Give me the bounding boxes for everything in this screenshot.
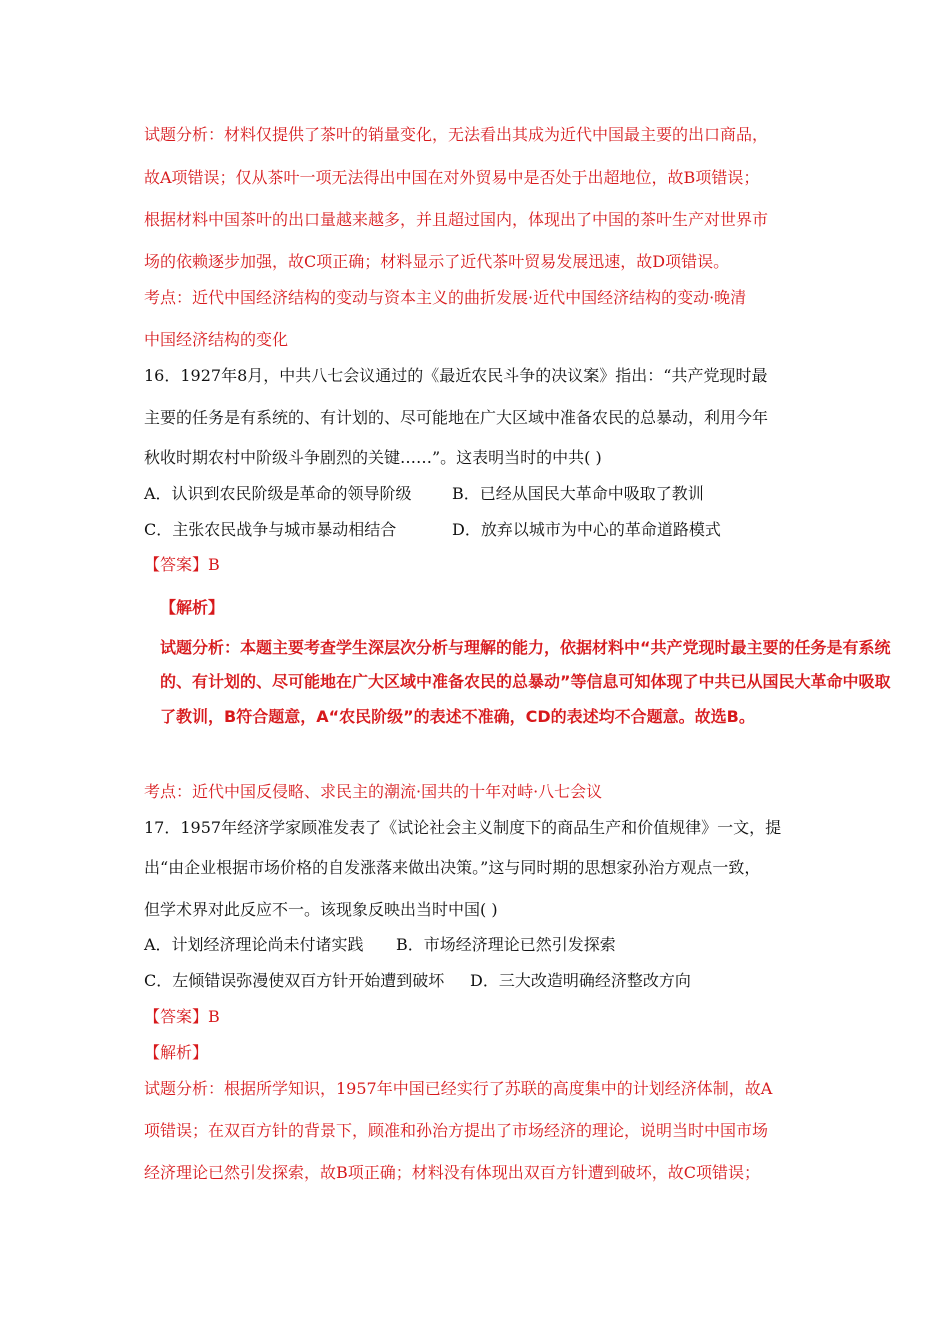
q17-analysis-line-1: 试题分析：根据所学知识，1957年中国已经实行了苏联的高度集中的计划经济体制，故A [144,1079,773,1098]
q16-stem-line-1: 16．1927年8月，中共八七会议通过的《最近农民斗争的决议案》指出：“共产党现时最 [144,366,768,385]
q16-answer: 【答案】B [144,555,220,574]
q17-stem-line-3: 但学术界对此反应不一。该现象反映出当时中国( ) [144,900,498,919]
q16-jiexi-label: 【解析】 [160,598,225,617]
q16-stem-line-2: 主要的任务是有系统的、有计划的、尽可能地在广大区域中准备农民的总暴动，利用今年 [144,408,769,427]
q16-analysis-line-3: 了教训，B符合题意，A“农民阶级”的表述不准确，CD的表述均不合题意。故选B。 [160,707,755,726]
q17-analysis-line-2: 项错误；在双百方针的背景下，顾准和孙治方提出了市场经济的理论，说明当时中国市场 [144,1121,769,1140]
q16-option-a: A．认识到农民阶级是革命的领导阶级 [144,484,412,503]
q16-option-c: C．主张农民战争与城市暴动相结合 [144,520,397,539]
q15-analysis-line-3: 根据材料中国茶叶的出口量越来越多，并且超过国内，体现出了中国的茶叶生产对世界市 [144,210,769,229]
q15-kaodian-line-1: 考点：近代中国经济结构的变动与资本主义的曲折发展·近代中国经济结构的变动·晚清 [144,288,747,307]
q15-analysis-line-2: 故A项错误；仅从茶叶一项无法得出中国在对外贸易中是否处于出超地位，故B项错误； [144,168,760,187]
q15-kaodian-line-2: 中国经济结构的变化 [144,330,289,349]
q16-analysis-line-2: 的、有计划的、尽可能地在广大区域中准备农民的总暴动”等信息可知体现了中共已从国民大革命中吸取 [160,672,891,691]
q17-answer: 【答案】B [144,1007,220,1026]
q16-kaodian: 考点：近代中国反侵略、求民主的潮流·国共的十年对峙·八七会议 [144,782,603,801]
q17-option-d: D．三大改造明确经济整改方向 [470,971,691,990]
q17-analysis-line-3: 经济理论已然引发探索，故B项正确；材料没有体现出双百方针遭到破坏，故C项错误； [144,1163,761,1182]
q17-jiexi-label: 【解析】 [144,1043,209,1062]
q15-analysis-line-4: 场的依赖逐步加强，故C项正确；材料显示了近代茶叶贸易发展迅速，故D项错误。 [144,252,730,271]
q17-stem-line-2: 出“由企业根据市场价格的自发涨落来做出决策。”这与同时期的思想家孙治方观点一致， [144,858,761,877]
q16-analysis-line-1: 试题分析：本题主要考查学生深层次分析与理解的能力，依据材料中“共产党现时最主要的任务是有系统 [160,638,891,657]
q17-option-c: C．左倾错误弥漫使双百方针开始遭到破坏 [144,971,445,990]
q17-option-b: B．市场经济理论已然引发探索 [396,935,616,954]
q16-option-d: D．放弃以城市为中心的革命道路模式 [452,520,721,539]
q15-analysis-line-1: 试题分析：材料仅提供了茶叶的销量变化，无法看出其成为近代中国最主要的出口商品， [144,125,769,144]
q17-stem-line-1: 17．1957年经济学家顾准发表了《试论社会主义制度下的商品生产和价值规律》一文，提 [144,818,782,837]
q16-option-b: B．已经从国民大革命中吸取了教训 [452,484,704,503]
q17-option-a: A．计划经济理论尚未付诸实践 [144,935,364,954]
q16-stem-line-3: 秋收时期农村中阶级斗争剧烈的关键……”。这表明当时的中共( ) [144,448,602,467]
